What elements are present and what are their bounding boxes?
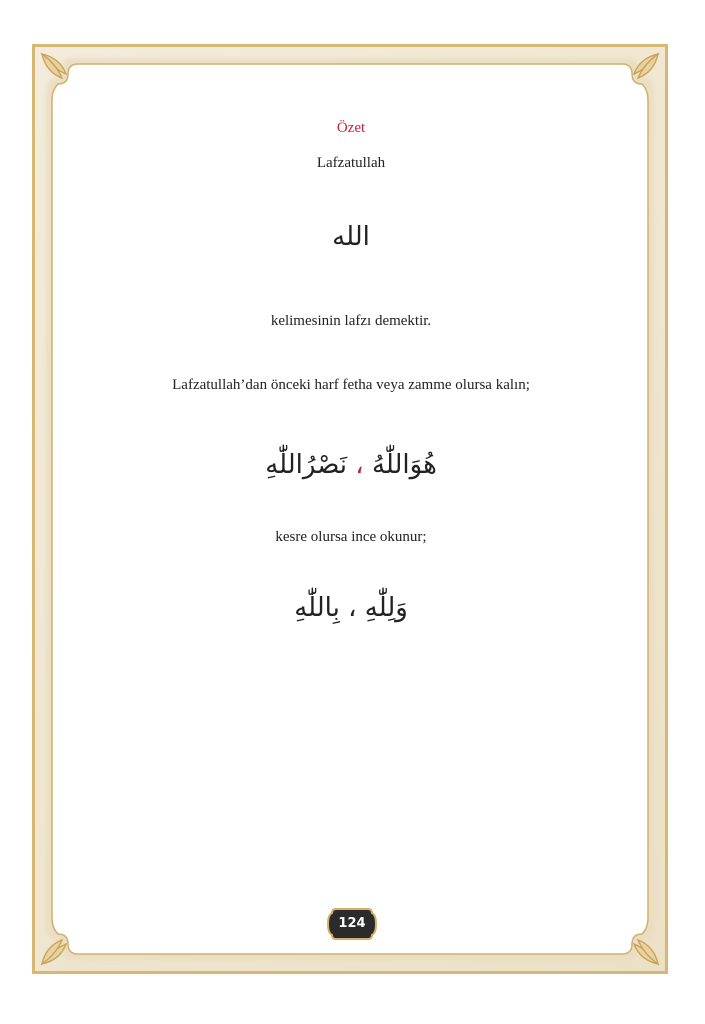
rule-thin-text: kesre olursa ince okunur; [275, 529, 427, 545]
arabic-word: الله [332, 222, 370, 252]
example-thin-second: بِاللّٰهِ [294, 593, 340, 623]
section-title: Özet [336, 120, 366, 136]
examples-thin [60, 593, 642, 623]
example-thick-first: هُوَاللّٰهُ [371, 450, 437, 480]
example-thick-second: نَصْرُاللّٰهِ [265, 450, 348, 480]
example-separator: ، [348, 593, 357, 623]
page-number-badge [326, 905, 378, 943]
rule-thick-text: Lafzatullah’dan önceki harf fetha veya zamme olursa kalın; [172, 377, 530, 393]
subtitle: Lafzatullah [316, 155, 386, 171]
examples-thick [60, 450, 642, 480]
page-content [60, 70, 642, 950]
example-thin-first: وَلِلّٰهِ [364, 593, 408, 623]
definition-text: kelimesinin lafzı demektir. [270, 313, 432, 329]
example-separator: ، [355, 450, 364, 480]
page-number: 124 [338, 916, 366, 931]
